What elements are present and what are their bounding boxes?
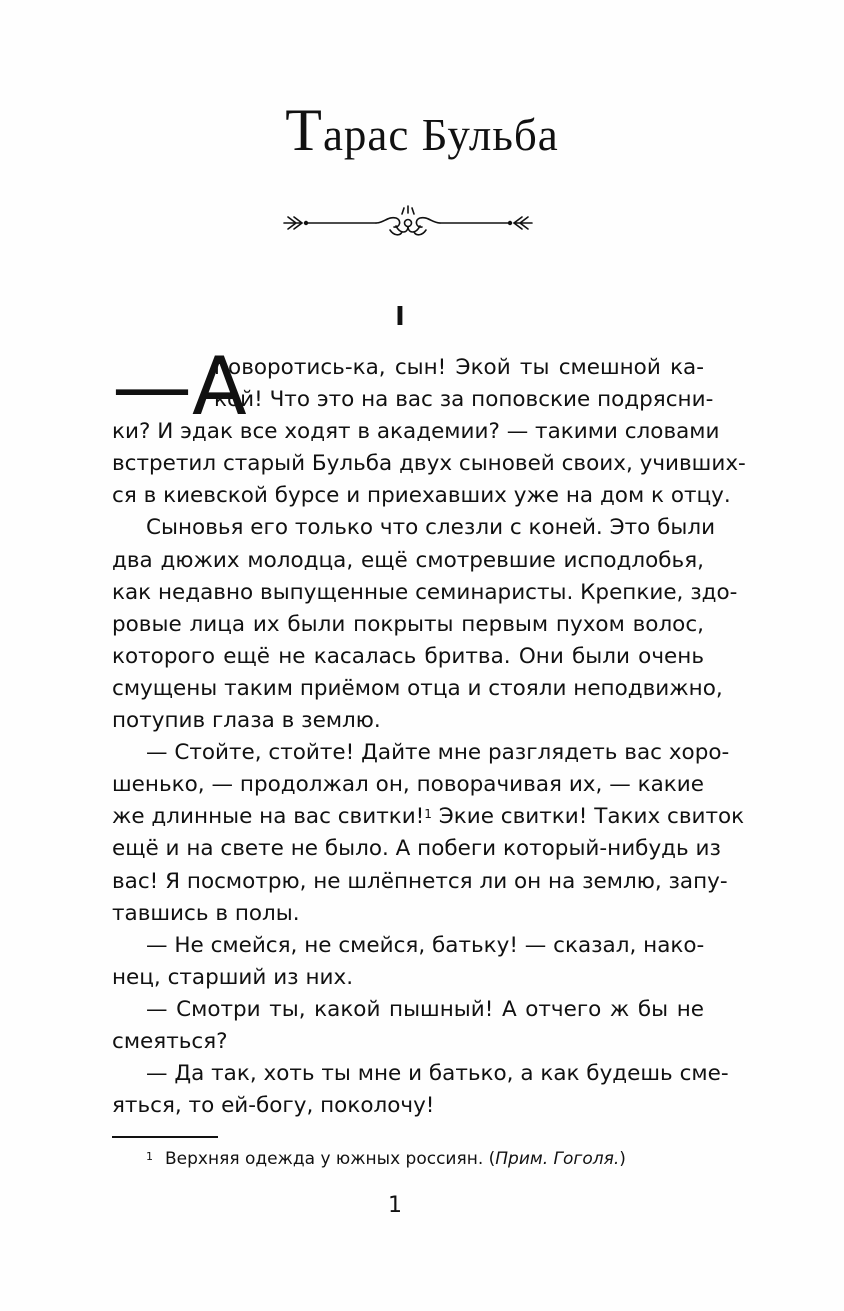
- footnote-reference[interactable]: 1: [424, 807, 432, 822]
- text-line: встретил старый Бульба двух сыновей своих, учивших-: [112, 451, 746, 477]
- text-line: тавшись в полы.: [112, 900, 300, 926]
- text-line: шенько, — продолжал он, поворачивая их, — какие: [112, 772, 704, 798]
- text-line: как недавно выпущенные семинаристы. Крепкие, здо-: [112, 579, 738, 605]
- text-line: которого ещё не касалась бритва. Они были очень: [112, 643, 704, 669]
- text-line: ки? И эдак все ходят в академии? — такими словами: [112, 419, 720, 445]
- text-line: вас! Я посмотрю, не шлёпнется ли он на землю, запу-: [112, 868, 728, 894]
- chapter-number: I: [395, 302, 405, 332]
- footnote-marker: 1: [146, 1150, 153, 1163]
- text-line: — Да так, хоть ты мне и батько, а как будешь сме-: [146, 1061, 729, 1087]
- footnote: [146, 1147, 706, 1171]
- text-line: [112, 801, 745, 833]
- page-number: 1: [388, 1193, 402, 1218]
- text-line: смущены таким приёмом отца и стояли неподвижно,: [112, 675, 723, 701]
- text-line: ещё и на свете не было. А побеги который-нибудь из: [112, 836, 721, 862]
- text-line: Сыновья его только что слезли с коней. Это были: [146, 515, 716, 541]
- book-title: [0, 97, 844, 165]
- title-word-1-rest: арас: [322, 110, 422, 160]
- line-text: Экие свитки! Таких свиток: [431, 804, 745, 830]
- title-word-2-rest: ульба: [447, 110, 559, 160]
- chapter-text: [112, 340, 746, 1122]
- title-word-2-initial: Б: [421, 110, 448, 160]
- text-line: — Смотри ты, какой пышный! А отчего ж бы не: [146, 996, 704, 1022]
- footnote-divider: [112, 1136, 218, 1138]
- footnote-text: Верхняя одежда у южных россиян. (: [165, 1149, 496, 1169]
- ornament-divider-icon: [280, 204, 536, 244]
- text-line: два дюжих молодца, ещё смотревшие исподлобья,: [112, 547, 704, 573]
- text-line: кой! Что это на вас за поповские подрясни-: [214, 387, 714, 413]
- title-initial: Т: [285, 97, 323, 163]
- footnote-close: ): [619, 1149, 626, 1169]
- line-text: же длинные на вас свитки!: [112, 804, 425, 830]
- line-text: поворотись-ка, сын! Экой ты смешной ка-: [214, 355, 704, 380]
- text-line: смеяться?: [112, 1028, 228, 1054]
- text-line: яться, то ей-богу, поколочу!: [112, 1093, 435, 1119]
- text-line: нец, старший из них.: [112, 964, 354, 990]
- text-line: — Не смейся, не смейся, батьку! — сказал, нако-: [146, 932, 705, 958]
- text-line: потупив глаза в землю.: [112, 708, 381, 734]
- text-line: ровые лица их были покрыты первым пухом волос,: [112, 611, 704, 637]
- footnote-italic: Прим. Гоголя.: [495, 1149, 620, 1169]
- text-line: — Стойте, стойте! Дайте мне разглядеть вас хоро-: [146, 740, 730, 766]
- drop-cap: —А: [112, 340, 247, 433]
- text-line: ся в киевской бурсе и приехавших уже на дом к отцу.: [112, 483, 731, 509]
